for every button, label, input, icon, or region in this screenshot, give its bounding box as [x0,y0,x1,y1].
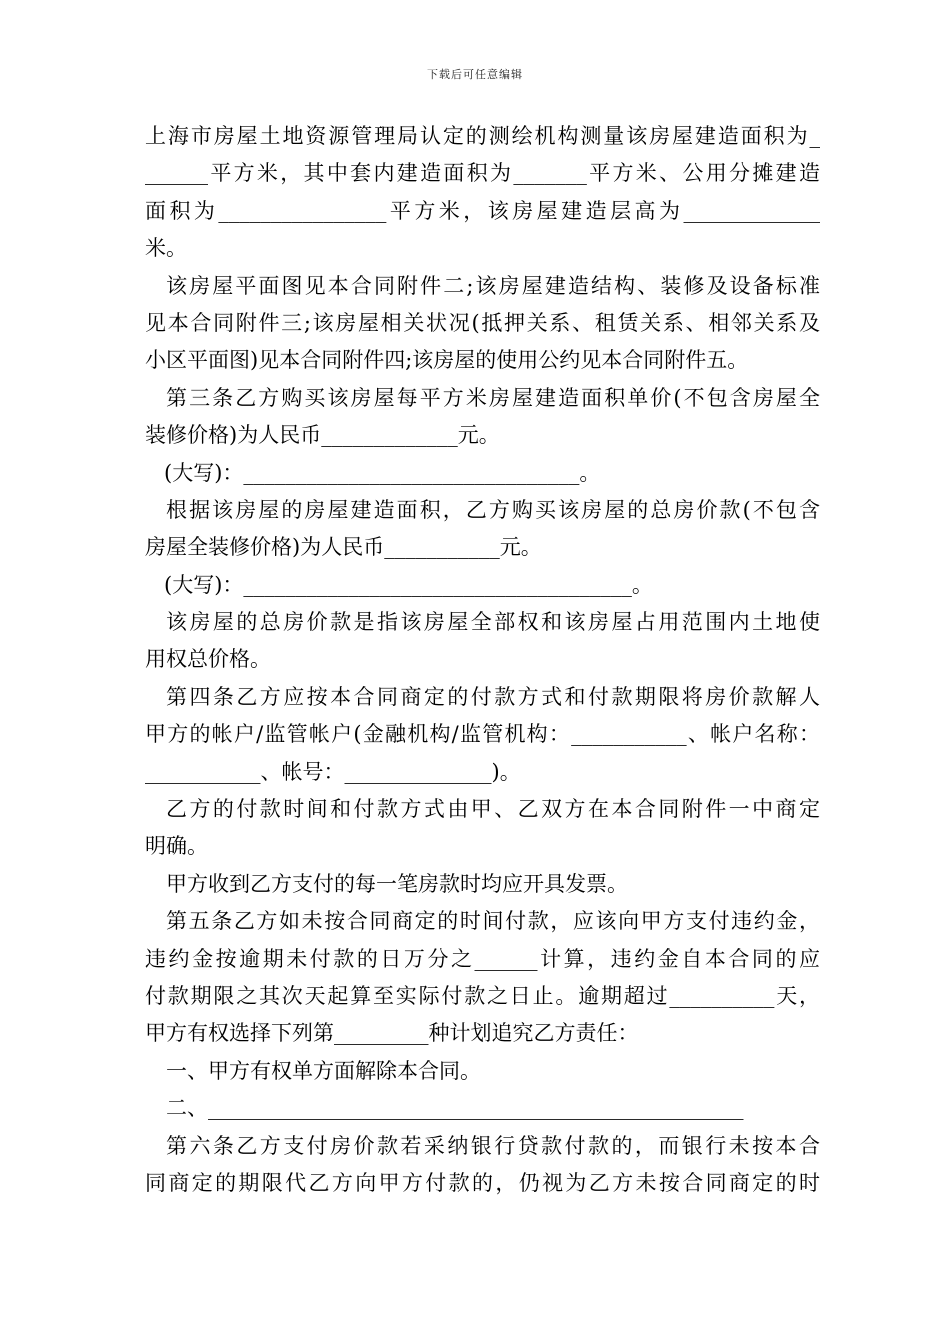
page-header-note: 下载后可任意编辑 [427,68,523,81]
text-line: 明确。 [145,834,208,859]
text-line: 二、___________________________________________________ [166,1096,744,1121]
text-line: 违约金按逾期未付款的日万分之______计算，违约金自本合同的应 [145,946,820,971]
text-line: 付款期限之其次天起算至实际付款之日止。逾期超过__________天， [145,983,820,1008]
text-line: 第三条乙方购买该房屋每平方米房屋建造面积单价(不包含房屋全 [166,385,820,410]
text-line: 小区平面图)见本合同附件四;该房屋的使用公约见本合同附件五。 [145,348,749,373]
text-line: 见本合同附件三;该房屋相关状况(抵押关系、租赁关系、相邻关系及 [145,310,820,335]
text-line: 甲方收到乙方支付的每一笔房款时均应开具发票。 [166,871,628,896]
document-body [145,118,820,1202]
text-line: 面积为________________平方米，该房屋建造层高为_____________ [145,198,820,223]
text-line: 甲方有权选择下列第_________种计划追究乙方责任： [145,1021,639,1046]
text-line: 同商定的期限代乙方向甲方付款的，仍视为乙方未按合同商定的时 [145,1170,820,1195]
text-line: 房屋全装修价格)为人民币___________元。 [145,535,542,560]
text-line: 米。 [145,236,187,261]
text-line: 该房屋的总房价款是指该房屋全部权和该房屋占用范围内土地使 [166,610,820,635]
text-line: 该房屋平面图见本合同附件二;该房屋建造结构、装修及设备标准 [166,273,820,298]
text-line: 甲方的帐户/监管帐户(金融机构/监管机构：___________、帐户名称： [145,722,820,747]
text-line: 第五条乙方如未按合同商定的时间付款，应该向甲方支付违约金， [166,909,820,934]
text-line: ______平方米，其中套内建造面积为_______平方米、公用分摊建造 [145,161,820,186]
text-line: 第四条乙方应按本合同商定的付款方式和付款期限将房价款解人 [166,684,820,709]
text-line: (大写)：_____________________________________。 [164,572,653,597]
text-line: 上海市房屋土地资源管理局认定的测绘机构测量该房屋建造面积为_ [145,124,820,148]
text-line: 用权总价格。 [145,647,271,672]
text-line: 一、甲方有权单方面解除本合同。 [166,1058,481,1083]
text-line: 乙方的付款时间和付款方式由甲、乙双方在本合同附件一中商定 [166,797,820,822]
text-line: 第六条乙方支付房价款若采纳银行贷款付款的，而银行未按本合 [166,1133,820,1158]
text-line: ___________、帐号：______________)。 [145,759,521,784]
text-line: 根据该房屋的房屋建造面积，乙方购买该房屋的总房价款(不包含 [166,497,820,522]
text-line: (大写)：________________________________。 [164,460,601,485]
text-line: 装修价格)为人民币_____________元。 [145,423,500,448]
